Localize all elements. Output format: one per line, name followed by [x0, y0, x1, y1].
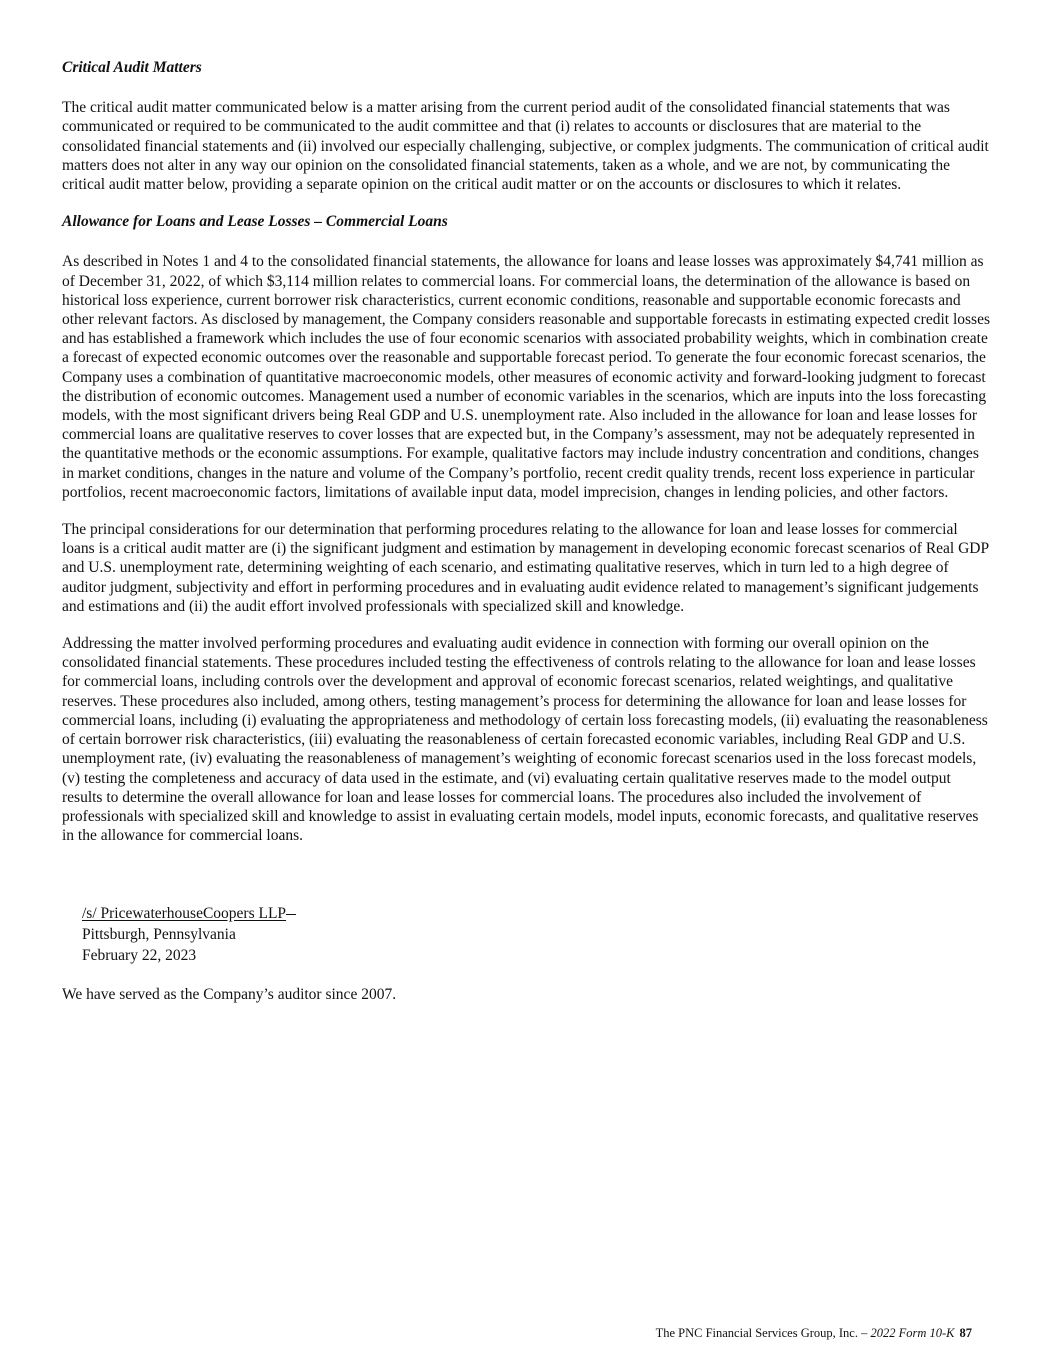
addressing-matter: Addressing the matter involved performing procedures and evaluating audit evidence in connection with forming our overall opinion on the consolidated financial statements. These procedures included testing the effectiveness of controls relating to the allowance for loan and lease losses for commercial loans, including controls over the development and approval of economic forecast scenarios, related weightings, and qualitative reserves. These procedures also included, among others, testing management’s process for determining the allowance for loan and lease losses for commercial loans, including (i) evaluating the appropriateness and methodology of certain loss forecasting models, (ii) evaluating the reasonableness of certain borrower risk characteristics, (iii) evaluating the reasonableness of certain forecasted economic variables, including Real GDP and U.S. unemployment rate, (iv) evaluating the reasonableness of management’s weighting of economic forecast scenarios used in the loss forecast models, (v) testing the completeness and accuracy of data used in the estimate, and (vi) evaluating certain qualitative reserves made to the model output results to determine the overall allowance for loan and lease losses for commercial loans. The procedures also included the involvement of professionals with specialized skill and knowledge to assist in evaluating certain models, model inputs, economic forecasts, and qualitative reserves in the allowance for commercial loans. [62, 635, 988, 845]
critical-audit-matters-heading: Critical Audit Matters [62, 59, 202, 76]
signature-date: February 22, 2023 [82, 947, 197, 965]
principal-considerations: The principal considerations for our determination that performing procedures relating to the allowance for loan and lease losses for commercial loans is a critical audit matter are (i) the significant judgment and estimation by management in developing economic forecast scenarios of Real GDP and U.S. unemployment rate, determining weighting of each scenario, and estimating qualitative reserves, which in turn led to a high degree of auditor judgment, subjectivity and effort in performing procedures and in evaluating audit evidence related to management’s significant judgements and estimations and (ii) the audit effort involved professionals with specialized skill and knowledge. [62, 521, 989, 615]
allowance-description: As described in Notes 1 and 4 to the consolidated financial statements, the allowance for loans and lease losses was approximately $4,741 million as of December 31, 2022, of which $3,114 million relates to commercial loans. For commercial loans, the determination of the allowance is based on historical loss experience, current borrower risk characteristics, current economic conditions, reasonable and supportable economic forecasts and other relevant factors. As disclosed by management, the Company considers reasonable and supportable forecasts in estimating expected credit losses and has established a framework which includes the use of four economic scenarios with associated probability weights, which in combination create a forecast of expected economic outcomes over the reasonable and supportable forecast period. To generate the four economic forecast scenarios, the Company uses a combination of quantitative macroeconomic models, other measures of economic activity and forward-looking judgment to forecast the distribution of economic outcomes. Management used a number of economic variables in the scenarios, which are inputs into the loss forecasting models, with the most significant drivers being Real GDP and U.S. unemployment rate. Also included in the allowance for loan and lease losses for commercial loans are qualitative reserves to cover losses that are expected but, in the Company’s assessment, may not be adequately represented in the quantitative methods or the economic assumptions. For example, qualitative factors may include industry concentration and conditions, changes in market conditions, changes in the nature and volume of the Company’s portfolio, recent credit quality trends, recent loss experience in particular portfolios, recent macroeconomic factors, limitations of available input data, model imprecision, changes in lending policies, and other factors. [62, 253, 990, 501]
signature-location: Pittsburgh, Pennsylvania [82, 926, 236, 944]
auditor-tenure: We have served as the Company’s auditor since 2007. [62, 986, 397, 1004]
signature-firm-line [82, 903, 992, 924]
signature-block [62, 903, 992, 966]
critical-audit-matters-intro: The critical audit matter communicated below is a matter arising from the current period audit of the consolidated financial statements that was communicated or required to be communicated to the audit committee and that (i) relates to accounts or disclosures that are material to the consolidated financial statements and (ii) involved our especially challenging, subjective, or complex judgments. The communication of critical audit matters does not alter in any way our opinion on the consolidated financial statements, taken as a whole, and we are not, by communicating the critical audit matter below, providing a separate opinion on the critical audit matter or on the accounts or disclosures to which it relates. [62, 99, 989, 194]
footer-form: 2022 Form 10-K [870, 1326, 955, 1340]
signature-underline [286, 914, 296, 915]
footer-company: The PNC Financial Services Group, Inc. – [655, 1326, 871, 1340]
allowance-heading: Allowance for Loans and Lease Losses – Commercial Loans [62, 213, 448, 231]
signature-firm: /s/ PricewaterhouseCoopers LLP [82, 905, 287, 923]
document-body [62, 58, 992, 1005]
page-footer [656, 1326, 972, 1341]
page-number: 87 [959, 1326, 972, 1340]
